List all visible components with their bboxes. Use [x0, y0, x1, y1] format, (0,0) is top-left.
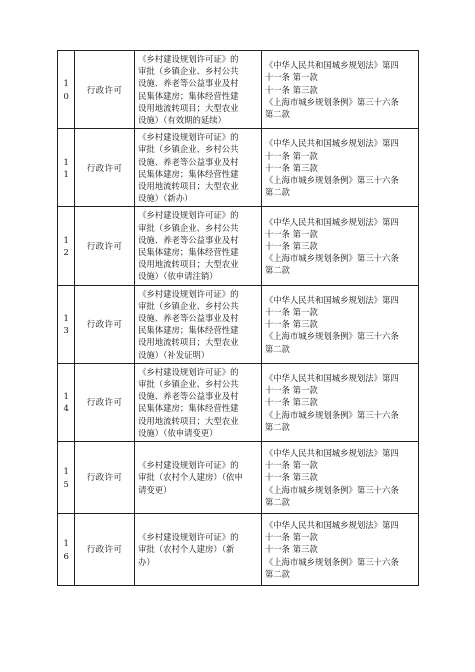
- legal-basis-line: 十一条 第三款: [264, 162, 318, 173]
- permit-item-line: 民集体建房；集体经营性建: [138, 403, 239, 414]
- legal-basis: [261, 51, 418, 129]
- legal-basis: [261, 514, 418, 586]
- legal-basis-line: 十一条 第三款: [264, 319, 318, 330]
- permit-item-line: 审批（乡镇企业、乡村公共: [138, 144, 239, 155]
- permit-category: 行政许可: [75, 514, 135, 586]
- permit-category: 行政许可: [75, 207, 135, 285]
- permit-item: [135, 129, 262, 207]
- legal-basis-line: 十一条 第三款: [264, 84, 318, 95]
- legal-basis: [261, 207, 418, 285]
- legal-basis-line: 《中华人民共和国城乡规划法》第四: [264, 372, 399, 383]
- permit-item-line: 审批（乡镇企业、乡村公共: [138, 222, 239, 233]
- permit-item-line: 设用地流转项目；大型农业: [138, 102, 239, 113]
- permit-table: [57, 50, 419, 586]
- permit-item-line: 《乡村建设规划许可证》的: [138, 532, 239, 543]
- row-number: 14: [58, 363, 75, 441]
- legal-basis-line: 《中华人民共和国城乡规划法》第四: [264, 60, 399, 71]
- row-number: 11: [58, 129, 75, 207]
- legal-basis: [261, 363, 418, 441]
- legal-basis-line: 十一条 第一款: [264, 72, 318, 83]
- permit-item-line: 设用地流转项目；大型农业: [138, 259, 239, 270]
- permit-category: 行政许可: [75, 363, 135, 441]
- permit-item-line: 设施、养老等公益事业及村: [138, 78, 239, 89]
- permit-item: [135, 51, 262, 129]
- legal-basis-line: 《上海市城乡规划条例》第三十六条: [264, 409, 399, 420]
- permit-item-line: 设用地流转项目；大型农业: [138, 415, 239, 426]
- permit-item: [135, 363, 262, 441]
- permit-item-line: 设施）（依申请注销）: [138, 271, 218, 282]
- legal-basis-line: 十一条 第一款: [264, 532, 318, 543]
- permit-item-line: 《乡村建设规划许可证》的: [138, 366, 239, 377]
- legal-basis-line: 十一条 第一款: [264, 150, 318, 161]
- permit-item-line: 设施、养老等公益事业及村: [138, 391, 239, 402]
- permit-item-line: 请变更）: [138, 484, 172, 495]
- legal-basis-line: 《中华人民共和国城乡规划法》第四: [264, 448, 399, 459]
- permit-item-line: 设施、养老等公益事业及村: [138, 156, 239, 167]
- legal-basis-line: 《中华人民共和国城乡规划法》第四: [264, 138, 399, 149]
- row-number: 12: [58, 207, 75, 285]
- permit-item-line: 设施）（有效期的延续）: [138, 115, 226, 126]
- legal-basis-line: 《上海市城乡规划条例》第三十六条: [264, 556, 399, 567]
- permit-item-line: 民集体建房；集体经营性建: [138, 325, 239, 336]
- permit-item-line: 办）: [138, 556, 155, 567]
- permit-item-line: 审批（农村个人建房）（依申: [138, 472, 243, 483]
- permit-item-line: 民集体建房；集体经营性建: [138, 168, 239, 179]
- legal-basis: [261, 442, 418, 514]
- table-row: [58, 207, 419, 285]
- legal-basis: [261, 129, 418, 207]
- permit-item-line: 民集体建房；集体经营性建: [138, 247, 239, 258]
- permit-item-line: 设施）（补发证明）: [138, 349, 210, 360]
- legal-basis: [261, 285, 418, 363]
- row-number: 10: [58, 51, 75, 129]
- permit-item-line: 设施、养老等公益事业及村: [138, 234, 239, 245]
- permit-category: 行政许可: [75, 129, 135, 207]
- legal-basis-line: 第二款: [264, 187, 290, 198]
- legal-basis-line: 十一条 第三款: [264, 472, 318, 483]
- permit-category: 行政许可: [75, 442, 135, 514]
- permit-table-body: [58, 51, 419, 586]
- table-row: [58, 442, 419, 514]
- table-row: [58, 514, 419, 586]
- permit-item-line: 《乡村建设规划许可证》的: [138, 54, 239, 64]
- legal-basis-line: 十一条 第三款: [264, 240, 318, 251]
- table-row: [58, 285, 419, 363]
- permit-item: [135, 207, 262, 285]
- permit-item-line: 民集体建房；集体经营性建: [138, 90, 239, 101]
- legal-basis-line: 《中华人民共和国城乡规划法》第四: [264, 294, 399, 305]
- legal-basis-line: 十一条 第一款: [264, 228, 318, 239]
- permit-category: 行政许可: [75, 285, 135, 363]
- legal-basis-line: 第二款: [264, 421, 290, 432]
- permit-item-line: 审批（农村个人建房）（新: [138, 544, 235, 555]
- legal-basis-line: 《上海市城乡规划条例》第三十六条: [264, 174, 399, 185]
- row-number: 16: [58, 514, 75, 586]
- row-number: 15: [58, 442, 75, 514]
- legal-basis-line: 十一条 第三款: [264, 544, 318, 555]
- legal-basis-line: 十一条 第三款: [264, 397, 318, 408]
- table-row: [58, 363, 419, 441]
- permit-item-line: 设施、养老等公益事业及村: [138, 313, 239, 324]
- permit-item-line: 《乡村建设规划许可证》的: [138, 132, 239, 143]
- permit-item-line: 设用地流转项目；大型农业: [138, 181, 239, 192]
- permit-item-line: 审批（乡镇企业、乡村公共: [138, 66, 239, 77]
- permit-item-line: 设用地流转项目；大型农业: [138, 337, 239, 348]
- table-row: [58, 129, 419, 207]
- permit-item: [135, 442, 262, 514]
- legal-basis-line: 十一条 第一款: [264, 306, 318, 317]
- legal-basis-line: 《上海市城乡规划条例》第三十六条: [264, 253, 399, 264]
- permit-category: 行政许可: [75, 51, 135, 129]
- permit-item-line: 设施）（新办）: [138, 193, 193, 204]
- legal-basis-line: 《中华人民共和国城乡规划法》第四: [264, 216, 399, 227]
- permit-item-line: 设施）（依申请变更）: [138, 427, 218, 438]
- row-number: 13: [58, 285, 75, 363]
- permit-item-line: 《乡村建设规划许可证》的: [138, 288, 239, 299]
- permit-item-line: 审批（乡镇企业、乡村公共: [138, 379, 239, 390]
- legal-basis-line: 《上海市城乡规划条例》第三十六条: [264, 484, 399, 495]
- legal-basis-line: 第二款: [264, 568, 290, 579]
- table-row: [58, 51, 419, 129]
- legal-basis-line: 《中华人民共和国城乡规划法》第四: [264, 520, 399, 531]
- permit-item-line: 《乡村建设规划许可证》的: [138, 210, 239, 221]
- permit-item: [135, 514, 262, 586]
- permit-item-line: 《乡村建设规划许可证》的: [138, 460, 239, 471]
- legal-basis-line: 十一条 第一款: [264, 385, 318, 396]
- legal-basis-line: 《上海市城乡规划条例》第三十六条: [264, 331, 399, 342]
- permit-item-line: 审批（乡镇企业、乡村公共: [138, 300, 239, 311]
- permit-item: [135, 285, 262, 363]
- legal-basis-line: 第二款: [264, 108, 290, 119]
- legal-basis-line: 第二款: [264, 265, 290, 276]
- legal-basis-line: 十一条 第一款: [264, 460, 318, 471]
- legal-basis-line: 第二款: [264, 343, 290, 354]
- legal-basis-line: 《上海市城乡规划条例》第三十六条: [264, 96, 399, 107]
- legal-basis-line: 第二款: [264, 496, 290, 507]
